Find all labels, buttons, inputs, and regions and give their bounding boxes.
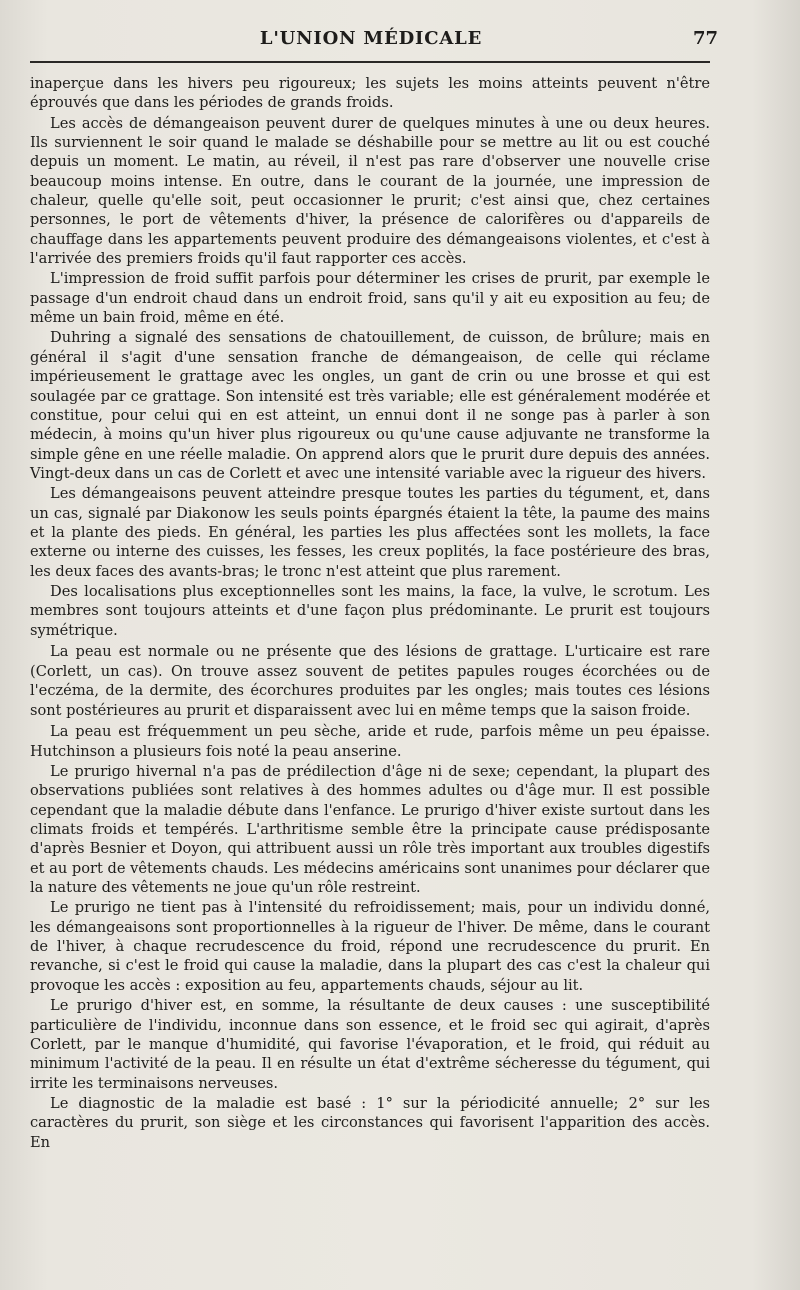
paragraph-10: Le prurigo ne tient pas à l'intensité du refroidissement; mais, pour un individu donné, les démangeaisons sont proportionnelles à la rigueur de l'hiver. De même, dans le courant de l'hiver, à chaque recrudescence du froid, répond une recrudescence du prurit. En revanche, si c'est le froid qui cause la maladie, dans la plupart des cas c'est la chaleur qui provoque les accès : exposition au feu, appartements chauds, séjour au lit. xyxy=(30,899,710,994)
running-title: L'UNION MÉDICALE xyxy=(259,28,483,49)
paragraph-11: Le prurigo d'hiver est, en somme, la résultante de deux causes : une susceptibilité particulière de l'individu, inconnue dans son essence, et le froid sec qui agirait, d'après Corlett, par le manque d'humidité, qui favorise l'évaporation, et le froid, qui réduit au minimum l'activité de la peau. Il en résulte un état d'extrême sécheresse du tégument, qui irrite les terminaisons nerveuses. xyxy=(30,997,710,1092)
paragraph-2: Les accès de démangeaison peuvent durer de quelques minutes à une ou deux heures. Ils surviennent le soir quand le malade se déshabille pour se mettre au lit ou est couché depuis un moment. Le matin, au réveil, il n'est pas rare d'observer une nouvelle crise beaucoup moins intense. En outre, dans le courant de la journée, une impression de chaleur, quelle qu'elle soit, peut occasionner le prurit; c'est ainsi que, chez certaines personnes, le port de vêtements d'hiver, la présence de calorifères ou d'appareils de chauffage dans les appartements peuvent produire des démangeaisons violentes, et c'est à l'arrivée des premiers froids qu'il faut rapporter ces accès. xyxy=(30,114,710,268)
page-header xyxy=(30,28,718,56)
paragraph-8: La peau est fréquemment un peu sèche, aride et rude, parfois même un peu épaisse. Hutchinson a plusieurs fois noté la peau anserine. xyxy=(30,723,710,760)
paragraph-12: Le diagnostic de la maladie est basé : 1° sur la périodicité annuelle; 2° sur les caractères du prurit, son siège et les circonstances qui favorisent l'apparition des accès. En xyxy=(30,1094,710,1151)
paragraph-4: Duhring a signalé des sensations de chatouillement, de cuisson, de brûlure; mais en général il s'agit d'une sensation franche de démangeaison, de celle qui réclame impérieusement le grattage avec les ongles, un gant de crin ou une brosse et qui est soulagée par ce grattage. Son intensité est très variable; elle est généralement modérée et constitue, pour celui qui en est atteint, un ennui dont il ne songe pas à parler à son médecin, à moins qu'un hiver plus rigoureux ou qu'une cause adjuvante ne transforme la simple gêne en une réelle maladie. On apprend alors que le prurit dure depuis des années. Vingt-deux dans un cas de Corlett et avec une intensité variable avec la rigueur des hivers. xyxy=(30,329,710,482)
paragraph-6: Des localisations plus exceptionnelles sont les mains, la face, la vulve, le scrotum. Les membres sont toujours atteints et d'une façon plus prédominante. Le prurit est toujours symétrique. xyxy=(30,582,710,639)
paragraph-1: inaperçue dans les hivers peu rigoureux; les sujets les moins atteints peuvent n'être éprouvés que dans les périodes de grands froids. xyxy=(30,75,710,112)
paragraph-7: La peau est normale ou ne présente que des lésions de grattage. L'urticaire est rare (Corlett, un cas). On trouve assez souvent de petites papules rouges écorchées ou de l'eczéma, de la dermite, des écorchures produites par les ongles; mais toutes ces lésions sont postérieures au prurit et disparaissent avec lui en même temps que la saison froide. xyxy=(30,643,710,719)
paragraph-3: L'impression de froid suffit parfois pour déterminer les crises de prurit, par exemple le passage d'un endroit chaud dans un endroit froid, sans qu'il y ait eu exposition au feu; de même un bain froid, même en été. xyxy=(30,270,710,327)
paragraph-9: Le prurigo hivernal n'a pas de prédilection d'âge ni de sexe; cependant, la plupart des observations publiées sont relatives à des hommes adultes ou d'âge mur. Il est possible cependant que la maladie débute dans l'enfance. Le prurigo d'hiver existe surtout dans les climats froids et tempérés. L'arthritisme semble être la principate cause prédisposante d'après Besnier et Doyon, qui attribuent aussi un rôle très important aux troubles digestifs et au port de vêtements chauds. Les médecins américains sont unanimes pour déclarer que la nature des vêtements ne joue qu'un rôle restreint. xyxy=(30,763,710,897)
paragraph-5: Les démangeaisons peuvent atteindre presque toutes les parties du tégument, et, dans un cas, signalé par Diakonow les seuls points épargnés étaient la tête, la paume des mains et la plante des pieds. En général, les parties les plus affectées sont les mollets, la face externe ou interne des cuisses, les fesses, les creux poplités, la face postérieure des bras, les deux faces des avants-bras; le tronc n'est atteint que plus rarement. xyxy=(30,485,710,580)
body-text xyxy=(30,74,710,1152)
page-number: 77 xyxy=(692,28,718,49)
header-rule xyxy=(30,61,710,63)
